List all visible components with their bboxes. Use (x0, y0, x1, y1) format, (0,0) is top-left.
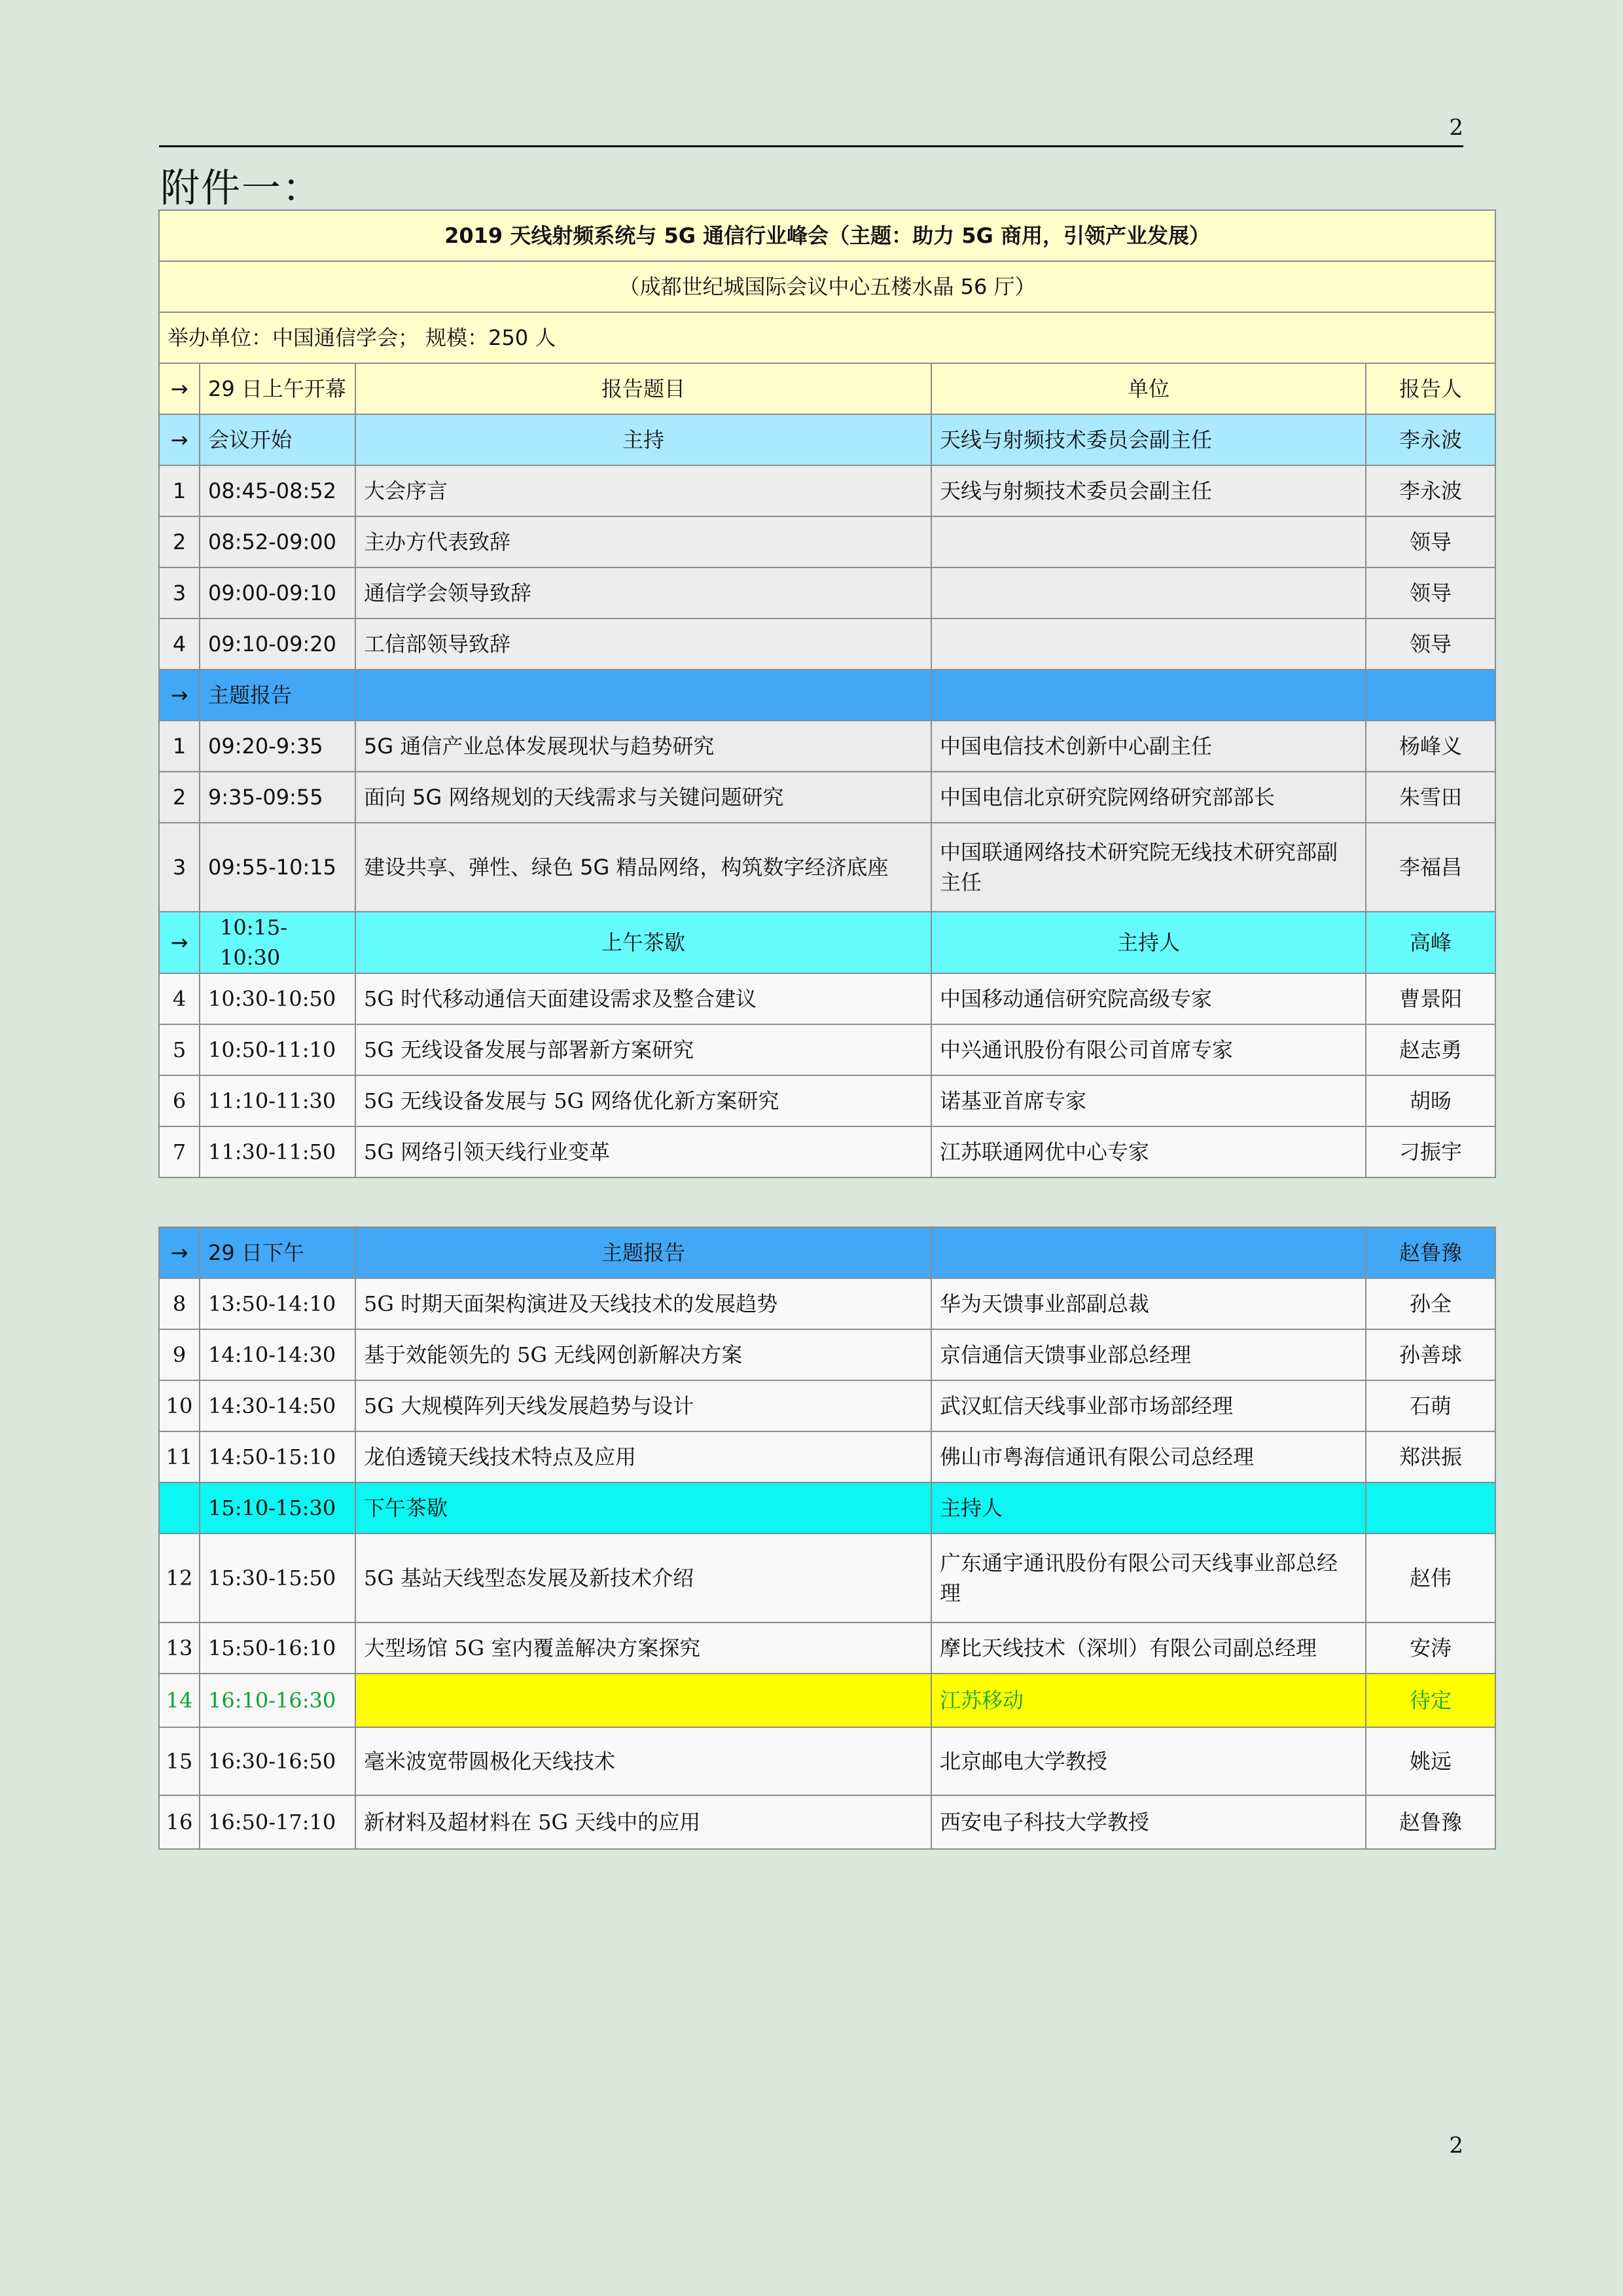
row-topic: 新材料及超材料在 5G 天线中的应用 (355, 1795, 931, 1849)
section-label: 会议开始 (200, 414, 355, 465)
row-time: 14:30-14:50 (200, 1380, 355, 1431)
row-time: 15:50-16:10 (200, 1623, 355, 1674)
row-speaker: 领导 (1366, 567, 1495, 619)
table-row (159, 973, 1495, 1024)
row-time: 16:10-16:30 (200, 1674, 355, 1727)
row-unit: 江苏移动 (931, 1674, 1366, 1727)
table-row (159, 1024, 1495, 1075)
table-row (159, 823, 1495, 912)
section-speaker: 李永波 (1366, 414, 1495, 465)
row-speaker: 待定 (1366, 1674, 1495, 1727)
row-speaker: 石萌 (1366, 1380, 1495, 1431)
keynote-section-row (159, 670, 1495, 721)
organizer: 举办单位：中国通信学会； 规模：250 人 (159, 312, 1495, 363)
header-rule (159, 145, 1463, 147)
row-topic: 5G 时期天面架构演进及天线技术的发展趋势 (355, 1278, 931, 1329)
row-index: 12 (159, 1534, 200, 1623)
arrow-icon: → (159, 414, 200, 465)
row-index: 8 (159, 1278, 200, 1329)
break-label: 上午茶歇 (355, 912, 931, 973)
break-host-label: 主持人 (931, 1482, 1366, 1534)
row-time: 11:10-11:30 (200, 1075, 355, 1126)
row-index: 4 (159, 973, 200, 1024)
row-unit: 江苏联通网优中心专家 (931, 1126, 1366, 1177)
row-speaker: 姚远 (1366, 1727, 1495, 1795)
afternoon-break-row (159, 1482, 1495, 1534)
row-time: 09:55-10:15 (200, 823, 355, 912)
row-unit: 诺基亚首席专家 (931, 1075, 1366, 1126)
table-row (159, 1623, 1495, 1674)
row-time: 10:50-11:10 (200, 1024, 355, 1075)
row-index: 11 (159, 1431, 200, 1482)
row-index: 9 (159, 1329, 200, 1380)
row-time: 14:10-14:30 (200, 1329, 355, 1380)
table-row (159, 1380, 1495, 1431)
header-unit (931, 1227, 1366, 1278)
row-topic: 5G 无线设备发展与 5G 网络优化新方案研究 (355, 1075, 931, 1126)
row-topic: 5G 时代移动通信天面建设需求及整合建议 (355, 973, 931, 1024)
afternoon-header-row (159, 1227, 1495, 1278)
row-speaker: 李永波 (1366, 465, 1495, 516)
row-topic: 工信部领导致辞 (355, 619, 931, 670)
row-speaker: 领导 (1366, 619, 1495, 670)
row-topic: 大会序言 (355, 465, 931, 516)
row-unit: 中国电信技术创新中心副主任 (931, 721, 1366, 772)
afternoon-schedule-table (158, 1227, 1496, 1850)
row-time: 16:50-17:10 (200, 1795, 355, 1849)
highlighted-row (159, 1674, 1495, 1727)
row-topic: 5G 无线设备发展与部署新方案研究 (355, 1024, 931, 1075)
row-time: 11:30-11:50 (200, 1126, 355, 1177)
row-speaker: 朱雪田 (1366, 772, 1495, 823)
summit-title: 2019 天线射频系统与 5G 通信行业峰会（主题：助力 5G 商用，引领产业发展） (159, 210, 1495, 261)
table-row (159, 619, 1495, 670)
table-row (159, 1329, 1495, 1380)
row-unit: 摩比天线技术（深圳）有限公司副总经理 (931, 1623, 1366, 1674)
row-unit: 广东通宇通讯股份有限公司天线事业部总经理 (931, 1534, 1366, 1623)
row-topic: 大型场馆 5G 室内覆盖解决方案探究 (355, 1623, 931, 1674)
header-speaker: 赵鲁豫 (1366, 1227, 1495, 1278)
page-number-bottom: 2 (1449, 2132, 1463, 2159)
table-row (159, 1795, 1495, 1849)
table-title-row (159, 210, 1495, 261)
row-topic: 主办方代表致辞 (355, 516, 931, 567)
row-index: 6 (159, 1075, 200, 1126)
row-topic (355, 1674, 931, 1727)
table-row (159, 1727, 1495, 1795)
column-header-row (159, 363, 1495, 414)
row-speaker: 刁振宇 (1366, 1126, 1495, 1177)
attachment-title: 附件一： (160, 166, 323, 211)
arrow-icon: → (159, 1227, 200, 1278)
table-row (159, 465, 1495, 516)
break-host: 高峰 (1366, 912, 1495, 973)
row-speaker: 杨峰义 (1366, 721, 1495, 772)
row-topic: 5G 通信产业总体发展现状与趋势研究 (355, 721, 931, 772)
row-speaker: 胡旸 (1366, 1075, 1495, 1126)
header-topic: 报告题目 (355, 363, 931, 414)
row-index: 3 (159, 567, 200, 619)
break-host-label: 主持人 (931, 912, 1366, 973)
row-unit: 中国电信北京研究院网络研究部部长 (931, 772, 1366, 823)
row-topic: 通信学会领导致辞 (355, 567, 931, 619)
row-unit: 西安电子科技大学教授 (931, 1795, 1366, 1849)
table-row (159, 772, 1495, 823)
header-speaker: 报告人 (1366, 363, 1495, 414)
header-time: 29 日下午 (200, 1227, 355, 1278)
header-unit: 单位 (931, 363, 1366, 414)
table-row (159, 1075, 1495, 1126)
row-time: 10:30-10:50 (200, 973, 355, 1024)
opening-section-row (159, 414, 1495, 465)
row-unit: 中兴通讯股份有限公司首席专家 (931, 1024, 1366, 1075)
row-unit: 天线与射频技术委员会副主任 (931, 465, 1366, 516)
row-index: 1 (159, 465, 200, 516)
row-index: 13 (159, 1623, 200, 1674)
row-topic: 毫米波宽带圆极化天线技术 (355, 1727, 931, 1795)
table-row (159, 1431, 1495, 1482)
morning-break-row (159, 912, 1495, 973)
page-number-top: 2 (1449, 115, 1463, 141)
section-topic: 主持 (355, 414, 931, 465)
row-index: 10 (159, 1380, 200, 1431)
table-row (159, 516, 1495, 567)
row-time: 16:30-16:50 (200, 1727, 355, 1795)
arrow-icon: → (159, 363, 200, 414)
row-speaker: 赵伟 (1366, 1534, 1495, 1623)
row-speaker: 赵鲁豫 (1366, 1795, 1495, 1849)
row-unit: 佛山市粤海信通讯有限公司总经理 (931, 1431, 1366, 1482)
row-unit (931, 516, 1366, 567)
break-time: 15:10-15:30 (200, 1482, 355, 1534)
row-index: 5 (159, 1024, 200, 1075)
arrow-icon: → (159, 670, 200, 721)
row-speaker: 赵志勇 (1366, 1024, 1495, 1075)
row-time: 15:30-15:50 (200, 1534, 355, 1623)
row-unit: 中国联通网络技术研究院无线技术研究部副主任 (931, 823, 1366, 912)
row-unit: 北京邮电大学教授 (931, 1727, 1366, 1795)
row-topic: 5G 网络引领天线行业变革 (355, 1126, 931, 1177)
row-speaker: 安涛 (1366, 1623, 1495, 1674)
row-index: 15 (159, 1727, 200, 1795)
break-time: 10:15-10:30 (200, 912, 355, 973)
row-index: 4 (159, 619, 200, 670)
table-row (159, 1278, 1495, 1329)
section-label: 主题报告 (200, 670, 355, 721)
row-index: 7 (159, 1126, 200, 1177)
row-index: 2 (159, 516, 200, 567)
section-unit: 天线与射频技术委员会副主任 (931, 414, 1366, 465)
row-unit: 华为天馈事业部副总裁 (931, 1278, 1366, 1329)
row-time: 13:50-14:10 (200, 1278, 355, 1329)
row-speaker: 郑洪振 (1366, 1431, 1495, 1482)
row-speaker: 孙善球 (1366, 1329, 1495, 1380)
row-unit (931, 619, 1366, 670)
row-time: 08:45-08:52 (200, 465, 355, 516)
table-row (159, 567, 1495, 619)
row-time: 08:52-09:00 (200, 516, 355, 567)
row-time: 09:00-09:10 (200, 567, 355, 619)
row-time: 09:20-9:35 (200, 721, 355, 772)
row-topic: 建设共享、弹性、绿色 5G 精品网络，构筑数字经济底座 (355, 823, 931, 912)
break-host (1366, 1482, 1495, 1534)
row-index: 2 (159, 772, 200, 823)
table-row (159, 1126, 1495, 1177)
header-topic: 主题报告 (355, 1227, 931, 1278)
row-topic: 基于效能领先的 5G 无线网创新解决方案 (355, 1329, 931, 1380)
row-time: 09:10-09:20 (200, 619, 355, 670)
venue: （成都世纪城国际会议中心五楼水晶 56 厅） (159, 261, 1495, 312)
row-speaker: 孙全 (1366, 1278, 1495, 1329)
header-time: 29 日上午开幕 (200, 363, 355, 414)
row-topic: 5G 基站天线型态发展及新技术介绍 (355, 1534, 931, 1623)
table-row (159, 721, 1495, 772)
row-index: 3 (159, 823, 200, 912)
row-index: 1 (159, 721, 200, 772)
row-speaker: 李福昌 (1366, 823, 1495, 912)
row-topic: 面向 5G 网络规划的天线需求与关键问题研究 (355, 772, 931, 823)
row-unit: 中国移动通信研究院高级专家 (931, 973, 1366, 1024)
table-row (159, 1534, 1495, 1623)
row-topic: 龙伯透镜天线技术特点及应用 (355, 1431, 931, 1482)
row-unit: 武汉虹信天线事业部市场部经理 (931, 1380, 1366, 1431)
break-label: 下午茶歇 (355, 1482, 931, 1534)
row-speaker: 曹景阳 (1366, 973, 1495, 1024)
row-unit (931, 567, 1366, 619)
morning-schedule-table (158, 209, 1496, 1178)
venue-row (159, 261, 1495, 312)
row-index: 16 (159, 1795, 200, 1849)
organizer-row (159, 312, 1495, 363)
row-speaker: 领导 (1366, 516, 1495, 567)
row-time: 9:35-09:55 (200, 772, 355, 823)
row-topic: 5G 大规模阵列天线发展趋势与设计 (355, 1380, 931, 1431)
row-unit: 京信通信天馈事业部总经理 (931, 1329, 1366, 1380)
row-time: 14:50-15:10 (200, 1431, 355, 1482)
row-index: 14 (159, 1674, 200, 1727)
arrow-icon: → (159, 912, 200, 973)
